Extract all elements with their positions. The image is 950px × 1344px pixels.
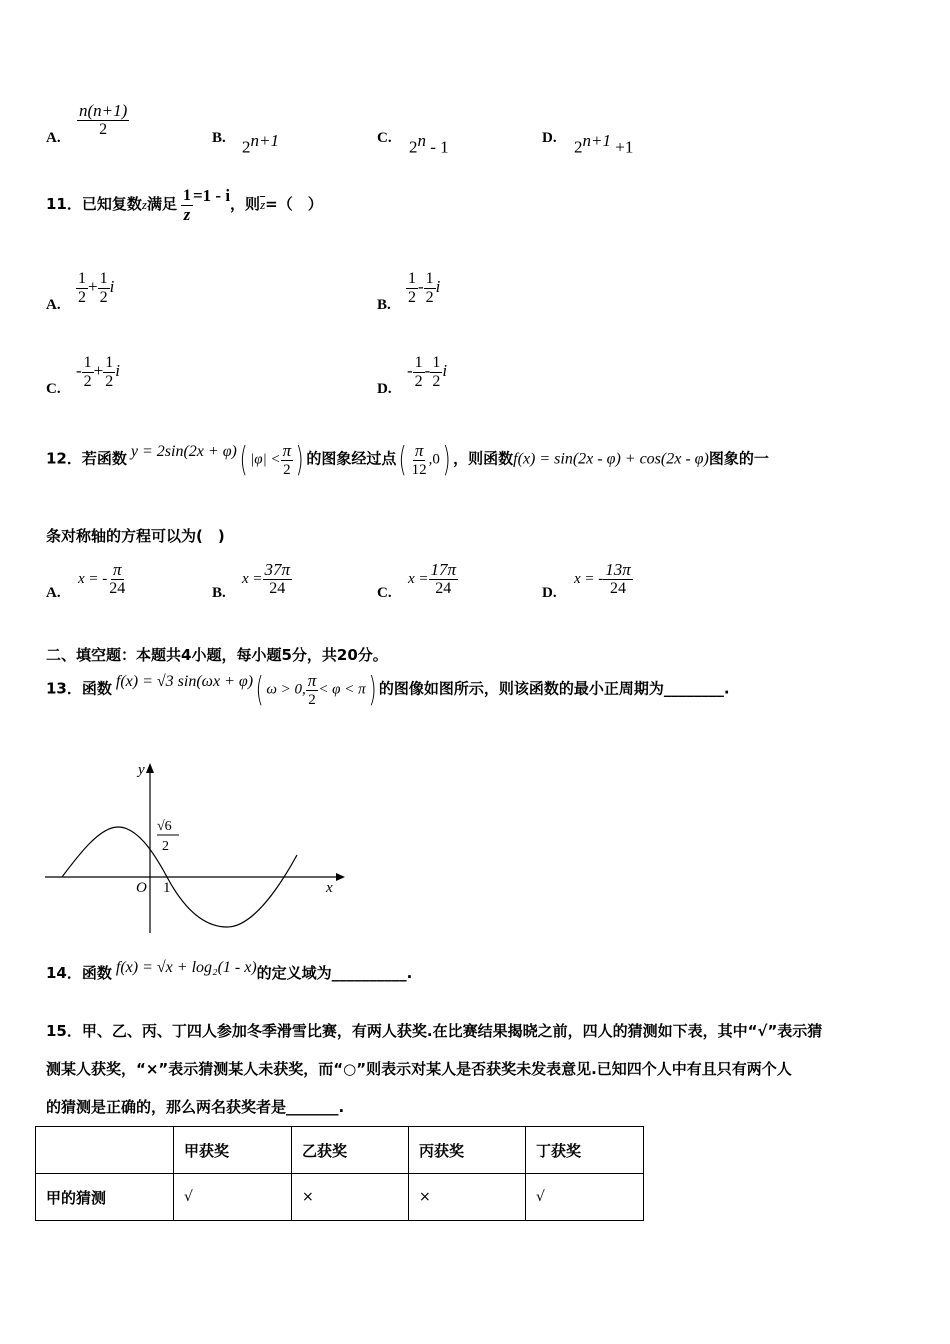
intercept-denominator: 2 xyxy=(162,839,169,854)
numerator: 17π xyxy=(430,560,457,579)
numerator: 1 xyxy=(408,270,416,287)
stem-text: 已知复数 xyxy=(81,195,142,214)
exponent: n+1 xyxy=(250,131,279,150)
denominator: 24 xyxy=(109,580,126,597)
q12-stem: 12．若函数 y = 2sin(2x + φ)( |φ| < $\frac{\pi}{2}$ ) 的图象经过点( $\frac{\pi}{12}$ ,0) ，则函数f(x) = sin(2x - φ) + cos(2x - φ)图象的一 xyxy=(46,440,769,480)
operator: + xyxy=(88,277,98,297)
numerator: n(n+1) xyxy=(79,101,128,120)
denominator: 2 xyxy=(99,289,108,306)
exponent: n xyxy=(417,131,426,150)
q13-stem: 13．函数 f(x) = √3 sin(ωx + φ)( ω > 0, $\frac{\pi}{2}$ < φ < π) 的图像如图所示，则该函数的最小正周期为________. xyxy=(46,670,730,710)
q12-option-c-label: C. xyxy=(377,585,392,601)
denominator: 2 xyxy=(83,373,92,390)
x-axis-label: x xyxy=(326,880,333,896)
table-cell: √ xyxy=(174,1174,292,1221)
stem-text: 函数 xyxy=(81,679,112,698)
denominator: 24 xyxy=(269,580,286,597)
q10-option-d-expr xyxy=(574,131,633,158)
table-cell: × xyxy=(409,1174,526,1221)
denominator: 24 xyxy=(610,580,627,597)
q11-fraction xyxy=(181,187,193,224)
numerator: π xyxy=(282,440,292,460)
intercept-numerator: √6 xyxy=(157,819,172,834)
operator: - xyxy=(418,277,424,297)
q11-option-a-expr xyxy=(76,270,114,307)
q12-option-a-expr xyxy=(78,561,127,598)
numerator: 13π xyxy=(605,560,631,579)
function-expr-2: f(x) = sin(2x - φ) + cos(2x - φ) xyxy=(513,450,709,468)
table-row xyxy=(36,1174,644,1221)
table-header-cell: 丁获奖 xyxy=(526,1127,644,1174)
lhs: x = - xyxy=(78,571,108,588)
operator: - xyxy=(424,361,431,381)
q12-option-b-label: B. xyxy=(212,585,226,601)
q12-option-d-label: D. xyxy=(542,585,557,601)
q11-option-d-expr xyxy=(407,354,447,391)
numerator: 37π xyxy=(264,560,291,579)
denominator: z xyxy=(183,205,191,224)
imaginary-unit: i xyxy=(435,277,441,297)
denominator: 2 xyxy=(425,289,434,306)
numerator: 1 xyxy=(425,270,434,287)
numerator: 1 xyxy=(83,354,92,371)
q11-option-a-label: A. xyxy=(46,297,61,313)
denominator: 12 xyxy=(411,461,427,478)
z-conjugate: $\overline{z}$ xyxy=(260,197,266,213)
q11-option-d-label: D. xyxy=(377,381,392,397)
x-axis-arrow xyxy=(336,873,345,881)
q12-option-d-expr xyxy=(574,561,633,598)
tick-label-one: 1 xyxy=(163,880,171,896)
q12-stem-line2: 条对称轴的方程可以为( ) xyxy=(46,527,225,545)
denominator: 2 xyxy=(414,373,423,390)
q11-stem xyxy=(46,187,323,224)
sign: - xyxy=(76,361,82,381)
sign: - xyxy=(407,361,413,381)
q15-stem-line1: 15．甲、乙、丙、丁四人参加冬季滑雪比赛，有两人获奖.在比赛结果揭晓之前，四人的猜测如下表，其中“√”表示猜 xyxy=(46,1022,823,1040)
stem-text: ，则 xyxy=(230,195,261,214)
rest: +1 xyxy=(610,137,634,157)
table-header-cell: 乙获奖 xyxy=(292,1127,409,1174)
denominator: 2 xyxy=(408,289,416,306)
denominator: 2 xyxy=(308,691,316,708)
function-expr: f(x) = √x + log₂(1 - x) xyxy=(115,959,257,976)
numerator: π xyxy=(307,670,317,690)
q10-option-c-expr xyxy=(409,131,449,158)
imaginary-unit: i xyxy=(115,361,120,381)
stem-text: 满足 xyxy=(146,195,177,214)
condition: ω > 0, xyxy=(266,681,306,698)
y-axis-arrow xyxy=(146,763,154,773)
denominator: 2 xyxy=(432,373,441,390)
denominator: 2 xyxy=(283,461,291,478)
point-rest: ,0 xyxy=(428,451,440,468)
q15-stem-line3: 的猜测是正确的，那么两名获奖者是_______. xyxy=(46,1098,345,1116)
function-expr: f(x) = √3 sin(ωx + φ) xyxy=(115,672,254,690)
question-number: 12． xyxy=(46,449,82,468)
q14-stem xyxy=(46,959,413,983)
q12-option-b-expr xyxy=(242,561,292,598)
numerator: 1 xyxy=(432,354,441,371)
origin-label: O xyxy=(136,880,147,896)
q10-option-d-label: D. xyxy=(542,130,557,146)
condition-rest: < φ < π xyxy=(318,681,366,698)
table-cell: √ xyxy=(526,1174,644,1221)
table-header-cell: 丙获奖 xyxy=(409,1127,526,1174)
imaginary-unit: i xyxy=(109,277,115,297)
stem-text: 的定义域为__________. xyxy=(256,964,413,982)
stem-text: 图象的一 xyxy=(708,449,769,468)
lhs: x = xyxy=(242,571,263,588)
stem-text: 的图象经过点 xyxy=(306,449,397,468)
q11-option-c-label: C. xyxy=(46,381,61,397)
numerator: π xyxy=(414,440,424,460)
q11-option-b-expr xyxy=(406,270,440,307)
table-header-row xyxy=(36,1127,644,1174)
q10-option-a-fraction xyxy=(77,102,129,139)
q12-option-a-label: A. xyxy=(46,585,61,601)
section-heading: 二、填空题：本题共4小题，每小题5分，共20分。 xyxy=(46,646,388,664)
q11-option-b-label: B. xyxy=(377,297,391,313)
function-expr: y = 2sin(2x + φ) xyxy=(130,442,237,460)
denominator: 2 xyxy=(105,373,114,390)
base: 2 xyxy=(242,137,251,157)
q10-option-b-label: B. xyxy=(212,130,226,146)
stem-text: 的图像如图所示，则该函数的最小正周期为________. xyxy=(378,679,730,698)
table-header-cell xyxy=(36,1127,174,1174)
equation: =1 - i xyxy=(192,186,231,206)
q10-option-b-expr xyxy=(242,131,279,158)
condition: |φ| < xyxy=(250,451,281,468)
lhs: x = xyxy=(408,571,429,588)
question-number: 14． xyxy=(46,964,82,982)
table-cell: × xyxy=(292,1174,409,1221)
stem-text: 若函数 xyxy=(81,449,127,468)
table-cell: 甲的猜测 xyxy=(36,1174,174,1221)
rest: - 1 xyxy=(426,137,449,157)
stem-text: 函数 xyxy=(81,964,112,982)
numerator: 1 xyxy=(414,354,423,371)
lhs: x = - xyxy=(574,571,604,588)
q10-option-a-label: A. xyxy=(46,130,61,146)
q15-stem-line2: 测某人获奖，“×”表示猜测某人未获奖，而“○”则表示对某人是否获奖未发表意见.已知四个人中有且只有两个人 xyxy=(46,1060,792,1078)
q15-guess-table xyxy=(35,1126,644,1221)
base: 2 xyxy=(574,137,583,157)
question-number: 13． xyxy=(46,679,82,698)
question-number: 11． xyxy=(46,195,82,214)
numerator: π xyxy=(113,560,122,579)
numerator: 1 xyxy=(99,270,108,287)
stem-text: =（ ） xyxy=(265,195,323,214)
imaginary-unit: i xyxy=(442,361,448,381)
numerator: 1 xyxy=(78,270,86,287)
denominator: 2 xyxy=(78,289,86,306)
base: 2 xyxy=(409,137,418,157)
var-z: z xyxy=(141,197,147,213)
q12-option-c-expr xyxy=(408,561,458,598)
numerator: 1 xyxy=(105,354,114,371)
y-axis-label: y xyxy=(138,762,145,778)
denominator: 24 xyxy=(435,580,452,597)
q11-option-c-expr xyxy=(76,354,120,391)
q10-option-c-label: C. xyxy=(377,130,392,146)
table-header-cell: 甲获奖 xyxy=(174,1127,292,1174)
stem-text: ，则函数 xyxy=(453,449,514,468)
exponent: n+1 xyxy=(582,131,611,150)
denominator: 2 xyxy=(99,121,108,138)
operator: + xyxy=(93,361,104,381)
numerator: 1 xyxy=(182,187,191,204)
q13-sine-graph xyxy=(40,755,350,940)
